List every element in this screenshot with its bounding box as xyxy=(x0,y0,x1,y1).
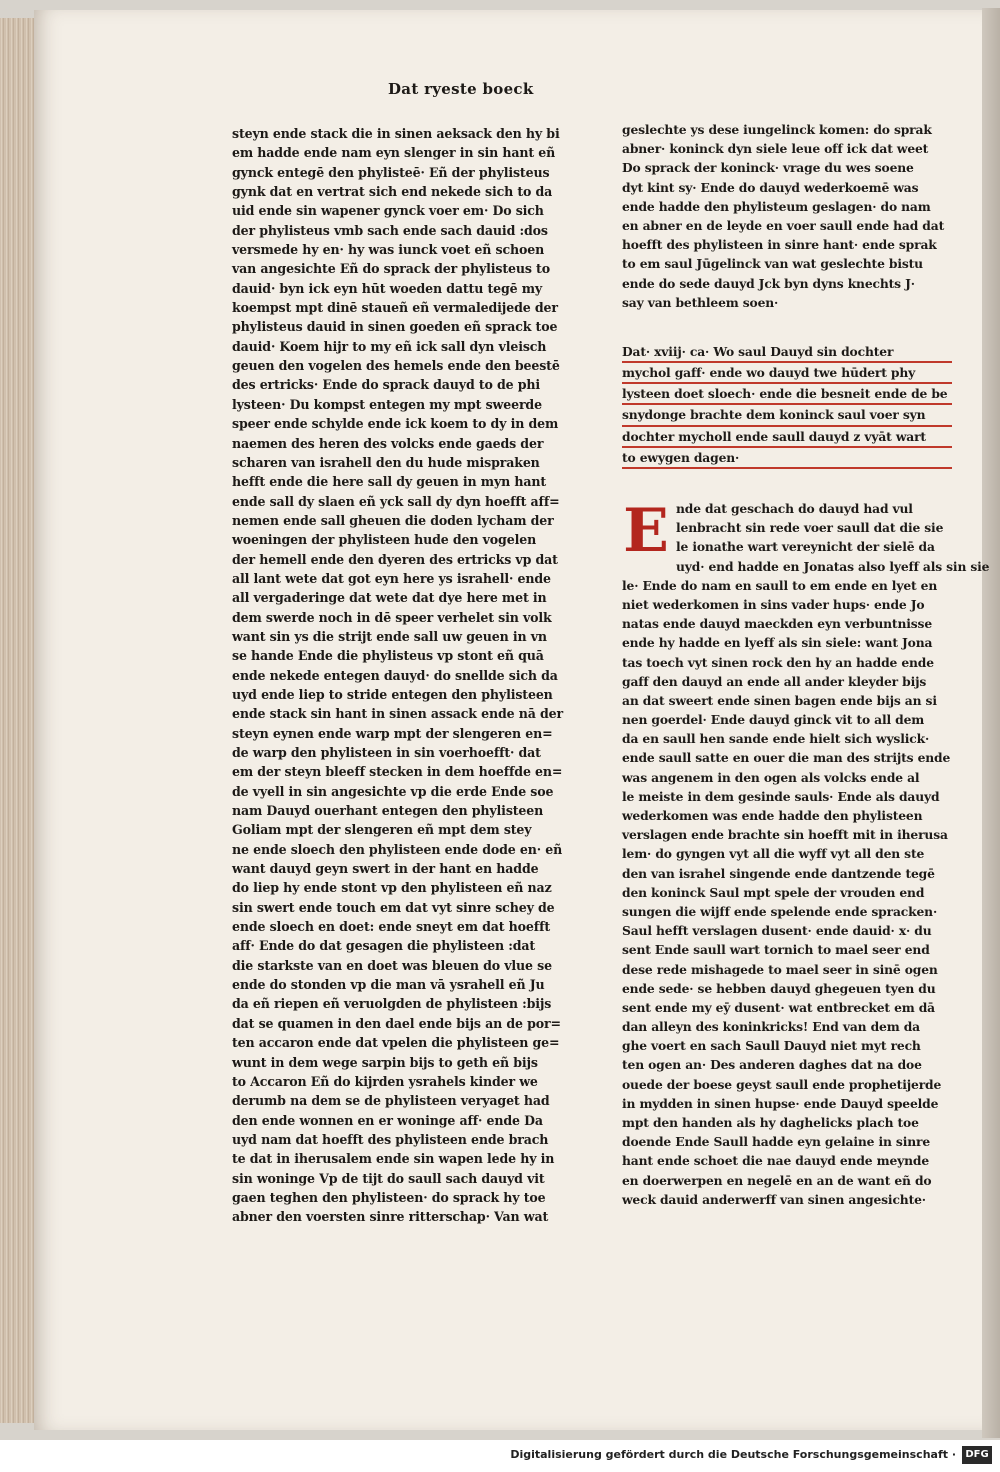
rubric-line: snydonge brachte dem koninck saul voer syn xyxy=(622,405,952,426)
text-line: uid ende sin wapener gynck voer em· Do sich xyxy=(232,203,544,219)
dfg-logo: DFG xyxy=(962,1446,992,1464)
text-line: den koninck Saul mpt spele der vrouden end xyxy=(622,884,925,900)
text-line: uyd ende liep to stride entegen den phylisteen xyxy=(232,686,553,702)
text-line: dauid· Koem hijr to my eñ ick sall dyn vleisch xyxy=(232,338,547,354)
text-line: mpt den handen als hy daghelicks plach toe xyxy=(622,1115,919,1130)
text-line: hant ende schoet die nae dauyd ende meynde xyxy=(622,1153,930,1169)
text-line: nam Dauyd ouerhant entegen den phylisteen xyxy=(232,803,544,819)
text-line: den van israhel singende ende dantzende tegē xyxy=(622,865,935,881)
text-line: nen goerdel· Ende dauyd ginck vit to all dem xyxy=(622,712,925,728)
text-line: ende saull satte en ouer die man des strijts ende xyxy=(622,750,951,766)
right-column xyxy=(622,120,990,1209)
text-line: die starkste van en doet was bleuen do vlue se xyxy=(232,957,552,973)
text-line: gaen teghen den phylisteen· do sprack hy toe xyxy=(232,1189,546,1205)
text-line: abner· koninck dyn siele leue off ick dat weet xyxy=(622,141,929,157)
text-line: gynk dat en vertrat sich end nekede sich to da xyxy=(232,184,553,200)
text-line: ten accaron ende dat vpelen die phylisteen ge= xyxy=(232,1035,560,1051)
text-line: dese rede mishagede to mael seer in sinē ogen xyxy=(622,961,938,977)
text-line: ouede der boese geyst saull ende prophetijerde xyxy=(622,1076,942,1092)
text-line: koempst mpt dinē staueñ eñ vermaledijede der xyxy=(232,300,558,316)
text-line: lem· do gyngen vyt all die wyff vyt all den ste xyxy=(622,846,925,862)
text-line: dauid· byn ick eyn hūt woeden dattu tegē my xyxy=(232,280,543,296)
text-line: ende hy hadde en lyeff als sin siele: want Jona xyxy=(622,635,933,651)
text-line: derumb na dem se de phylisteen veryaget had xyxy=(232,1093,550,1109)
text-line: versmede hy en· hy was iunck voet eñ schoen xyxy=(232,242,545,258)
text-line: ende hadde den phylisteum geslagen· do nam xyxy=(622,198,931,214)
text-line: ende sall dy slaen eñ yck sall dy dyn hoefft aff= xyxy=(232,493,560,509)
text-line: in mydden in sinen hupse· ende Dauyd speelde xyxy=(622,1095,939,1111)
text-line: nde dat geschach do dauyd had vul xyxy=(676,501,913,516)
text-line: ten ogen an· Des anderen daghes dat na doe xyxy=(622,1057,922,1073)
text-line: weck dauid anderwerff van sinen angesichte· xyxy=(622,1191,926,1207)
text-line: le ionathe wart vereynicht der sielē da xyxy=(676,539,935,555)
text-line: do liep hy ende stont vp den phylisteen eñ naz xyxy=(232,880,552,896)
text-line: Do sprack der koninck· vrage du wes soene xyxy=(622,160,914,176)
text-line: steyn eynen ende warp mpt der slengeren en= xyxy=(232,725,553,741)
text-line: dat se quamen in den dael ende bijs an de por= xyxy=(232,1015,561,1031)
text-line: des ertricks· Ende do sprack dauyd to de phi xyxy=(232,377,541,393)
text-line: dem swerde noch in dē speer verhelet sin volk xyxy=(232,609,552,625)
text-line: phylisteus dauid in sinen goeden eñ sprack toe xyxy=(232,319,558,335)
text-line: sent ende my eȳ dusent· wat entbrecket em dā xyxy=(622,999,936,1015)
rubric-line: to ewygen dagen· xyxy=(622,448,952,469)
text-line: sin swert ende touch em dat vyt sinre schey de xyxy=(232,899,555,915)
text-line: nemen ende sall gheuen die doden lycham der xyxy=(232,512,554,528)
text-line: steyn ende stack die in sinen aeksack den hy bi xyxy=(232,126,560,141)
text-line: te dat in iherusalem ende sin wapen lede hy in xyxy=(232,1151,555,1167)
text-line: Saul hefft verslagen dusent· ende dauid· x· du xyxy=(622,923,932,939)
running-head: Dat ryeste boeck xyxy=(388,80,534,98)
text-line: ende stack sin hant in sinen assack ende nā der xyxy=(232,706,563,722)
text-line: der phylisteus vmb sach ende sach dauid :dos xyxy=(232,222,548,238)
text-line: em hadde ende nam eyn slenger in sin hant eñ xyxy=(232,145,556,161)
text-line: uyd· end hadde en Jonatas also lyeff als sin sie xyxy=(676,558,990,574)
text-line: verslagen ende brachte sin hoefft mit in iherusa xyxy=(622,827,948,843)
text-line: de vyell in sin angesichte vp die erde Ende soe xyxy=(232,783,554,799)
text-line: was angenem in den ogen als volcks ende al xyxy=(622,769,920,785)
text-line: Goliam mpt der slengeren eñ mpt dem stey xyxy=(232,822,532,838)
text-line: le· Ende do nam en saull to em ende en lyet en xyxy=(622,577,938,593)
funding-credit: Digitalisierung gefördert durch die Deutsche Forschungsgemeinschaft · xyxy=(510,1448,956,1461)
text-line: ende do sede dauyd Jck byn dyns knechts J· xyxy=(622,275,915,291)
text-line: ende do stonden vp die man vā ysrahell eñ Ju xyxy=(232,977,545,993)
text-line: dan alleyn des koninkricks! End van dem da xyxy=(622,1019,920,1035)
text-line: lysteen· Du kompst entegen my mpt sweerde xyxy=(232,396,542,412)
text-line: le meiste in dem gesinde sauls· Ende als dauyd xyxy=(622,788,940,804)
left-column xyxy=(232,124,572,1227)
text-line: sent Ende saull wart tornich to mael seer end xyxy=(622,942,930,958)
text-line: speer ende schylde ende ick koem to dy in dem xyxy=(232,416,559,432)
text-line: ne ende sloech den phylisteen ende dode en· eñ xyxy=(232,841,563,857)
rubric-line: mychol gaff· ende wo dauyd twe hūdert phy xyxy=(622,363,952,384)
rubric-line: lysteen doet sloech· ende die besneit ende de be xyxy=(622,384,952,405)
decorated-initial: E xyxy=(623,496,669,566)
text-line: sungen die wijff ende spelende ende spracken· xyxy=(622,903,938,919)
text-line: to Accaron Eñ do kijrden ysrahels kinder we xyxy=(232,1073,538,1089)
text-line: niet wederkomen in sins vader hups· ende Jo xyxy=(622,596,925,612)
text-line: ghe voert en sach Saull Dauyd niet myt rech xyxy=(622,1038,921,1054)
book-right-edge xyxy=(982,8,1000,1438)
chapter-rubric xyxy=(622,342,952,469)
text-line: ende sede· se hebben dauyd ghegeuen tyen du xyxy=(622,980,936,996)
text-line: want sin ys die strijt ende sall uw geuen in vn xyxy=(232,628,547,644)
text-line: hoefft des phylisteen in sinre hant· ende sprak xyxy=(622,237,937,253)
text-line: wederkomen was ende hadde den phylisteen xyxy=(622,808,923,823)
rubric-line: Dat· xviij· ca· Wo saul Dauyd sin dochter xyxy=(622,342,952,363)
text-line: geslechte ys dese iungelinck komen: do sprak xyxy=(622,122,932,137)
text-line: abner den voersten sinre ritterschap· Van wat xyxy=(232,1209,549,1225)
text-line: all lant wete dat got eyn here ys israhell· ende xyxy=(232,570,551,586)
text-line: ende sloech en doet: ende sneyt em dat hoefft xyxy=(232,919,551,935)
text-line: doende Ende Saull hadde eyn gelaine in sinre xyxy=(622,1134,931,1150)
text-line: da en saull hen sande ende hielt sich wyslick· xyxy=(622,731,930,747)
text-line: der hemell ende den dyeren des ertricks vp dat xyxy=(232,551,558,567)
text-line: say van bethleem soen· xyxy=(622,294,779,310)
text-line: se hande Ende die phylisteus vp stont eñ quā xyxy=(232,648,544,664)
text-line: en abner en de leyde en voer saull ende had dat xyxy=(622,217,945,233)
text-line: to em saul Jūgelinck van wat geslechte bistu xyxy=(622,256,923,272)
right-column-top-text xyxy=(622,120,952,312)
text-line: en doerwerpen en negelē en an de want eñ do xyxy=(622,1172,932,1188)
text-line: woeningen der phylisteen hude den vogelen xyxy=(232,532,537,548)
book-page-edges xyxy=(0,18,35,1423)
text-line: van angesichte Eñ do sprack der phylisteus to xyxy=(232,261,550,277)
text-line: gynck entegē den phylisteē· Eñ der phylisteus xyxy=(232,164,550,180)
text-line: em der steyn bleeff stecken in dem hoeffde en= xyxy=(232,764,563,780)
text-line: want dauyd geyn swert in der hant en hadde xyxy=(232,861,539,877)
text-line: an dat sweert ende sinen bagen ende bijs an si xyxy=(622,692,937,708)
text-line: aff· Ende do dat gesagen die phylisteen :dat xyxy=(232,938,536,954)
text-line: all vergaderinge dat wete dat dye here met in xyxy=(232,590,547,606)
rubric-line: dochter mycholl ende saull dauyd z vyāt wart xyxy=(622,427,952,448)
text-line: geuen den vogelen des hemels ende den beestē xyxy=(232,358,560,374)
text-line: scharen van israhell den du hude mispraken xyxy=(232,454,540,470)
text-line: natas ende dauyd maeckden eyn verbuntnisse xyxy=(622,616,932,632)
text-line: tas toech vyt sinen rock den hy an hadde ende xyxy=(622,654,934,670)
text-line: uyd nam dat hoefft des phylisteen ende brach xyxy=(232,1131,549,1147)
text-line: sin woninge Vp de tijt do saull sach dauyd vit xyxy=(232,1170,545,1186)
text-line: hefft ende die here sall dy geuen in myn hant xyxy=(232,474,547,490)
text-line: de warp den phylisteen in sin voerhoefft· dat xyxy=(232,745,541,760)
text-line: ende nekede entegen dauyd· do snellde sich da xyxy=(232,667,558,683)
text-line: naemen des heren des volcks ende gaeds der xyxy=(232,435,544,451)
chapter-body xyxy=(622,496,990,1209)
text-line: gaff den dauyd an ende all ander kleyder bijs xyxy=(622,673,927,689)
text-line: da eñ riepen eñ veruolgden de phylisteen :bijs xyxy=(232,996,552,1012)
text-line: wunt in dem wege sarpin bijs to geth eñ bijs xyxy=(232,1054,538,1070)
text-line: lenbracht sin rede voer saull dat die sie xyxy=(676,520,944,536)
text-line: den ende wonnen en er woninge aff· ende Da xyxy=(232,1112,543,1128)
text-line: dyt kint sy· Ende do dauyd wederkoemē was xyxy=(622,179,919,195)
